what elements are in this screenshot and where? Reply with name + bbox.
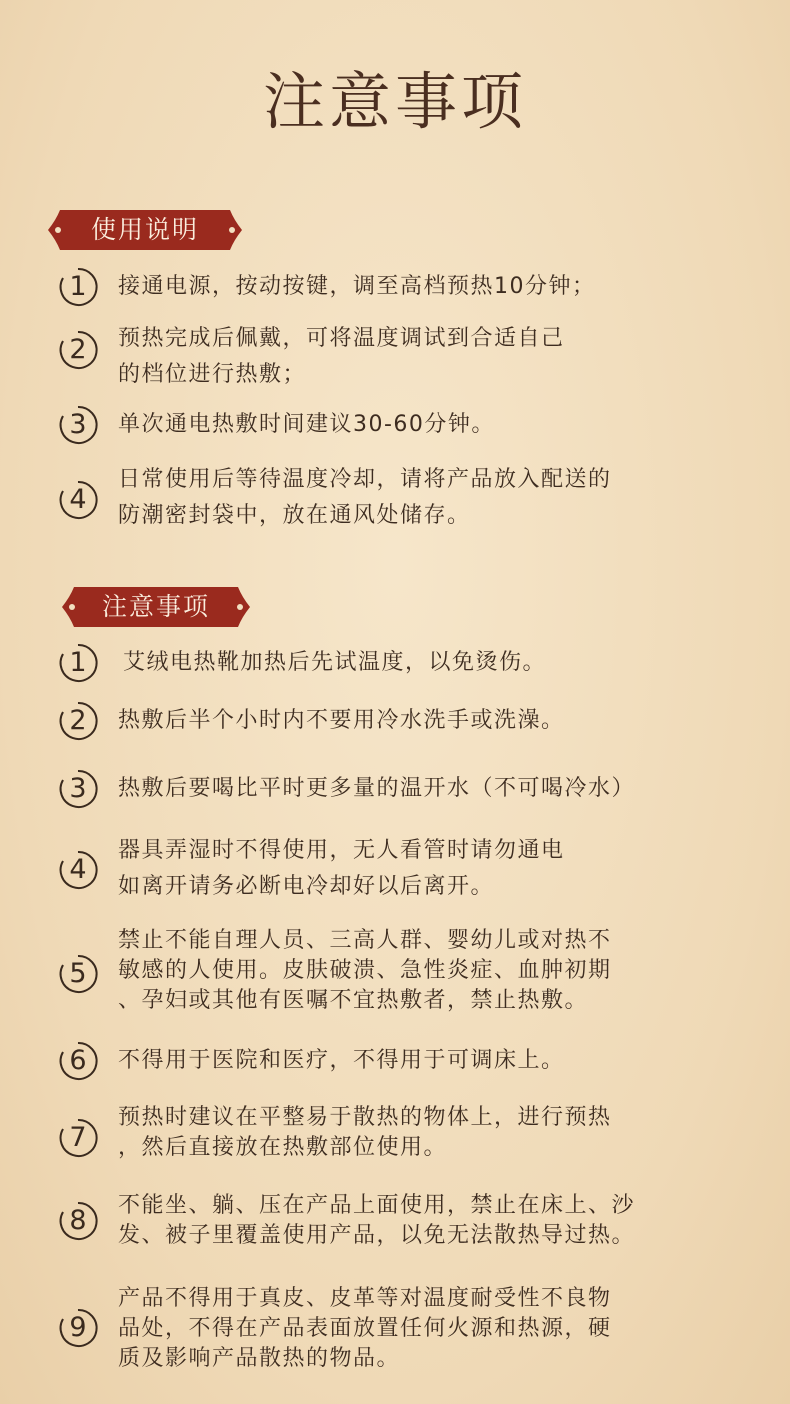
number-circle-icon: 9	[57, 1307, 99, 1349]
item-line: 器具弄湿时不得使用，无人看管时请勿通电	[118, 838, 565, 863]
item-line: 发、被子里覆盖使用产品，以免无法散热导过热。	[118, 1223, 636, 1248]
page-title: 注意事项	[262, 65, 527, 138]
item-line: 热敷后半个小时内不要用冷水洗手或洗澡。	[118, 708, 565, 733]
section-heading-usage: 使用说明	[90, 215, 199, 244]
item-line: ，然后直接放在热敷部位使用。	[118, 1135, 448, 1160]
number-circle-icon: 2	[57, 329, 99, 371]
section-heading-cautions: 注意事项	[101, 592, 210, 621]
item-line: 预热完成后佩戴，可将温度调试到合适自己	[118, 326, 565, 351]
number-circle-icon: 1	[57, 266, 99, 308]
number-circle-icon: 8	[57, 1200, 99, 1242]
number-circle-icon: 4	[57, 479, 99, 521]
item-line: 预热时建议在平整易于散热的物体上，进行预热	[118, 1105, 612, 1130]
item-line: 敏感的人使用。皮肤破溃、急性炎症、血肿初期	[118, 958, 612, 983]
item-line: 品处，不得在产品表面放置任何火源和热源，硬	[118, 1316, 612, 1341]
item-line: 不能坐、躺、压在产品上面使用，禁止在床上、沙	[118, 1193, 636, 1218]
number-circle-icon: 3	[57, 768, 99, 810]
item-line: 不得用于医院和医疗，不得用于可调床上。	[118, 1048, 565, 1073]
item-line: 单次通电热敷时间建议30-60分钟。	[118, 412, 495, 437]
item-line: 日常使用后等待温度冷却，请将产品放入配送的	[118, 467, 612, 492]
item-line: 热敷后要喝比平时更多量的温开水（不可喝冷水）	[118, 776, 636, 801]
item-line: 质及影响产品散热的物品。	[118, 1346, 401, 1371]
item-line: 、孕妇或其他有医嘱不宜热敷者，禁止热敷。	[118, 988, 589, 1013]
item-line: 产品不得用于真皮、皮革等对温度耐受性不良物	[118, 1286, 612, 1311]
section-banner-usage	[48, 208, 242, 252]
item-line: 的档位进行热敷；	[118, 362, 307, 387]
item-line: 艾绒电热靴加热后先试温度，以免烫伤。	[123, 650, 547, 675]
item-line: 如离开请务必断电冷却好以后离开。	[118, 874, 495, 899]
number-circle-icon: 1	[57, 642, 99, 684]
number-circle-icon: 7	[57, 1117, 99, 1159]
number-circle-icon: 3	[57, 404, 99, 446]
number-circle-icon: 6	[57, 1040, 99, 1082]
section-banner-cautions	[62, 585, 250, 629]
number-circle-icon: 5	[57, 953, 99, 995]
item-line: 禁止不能自理人员、三高人群、婴幼儿或对热不	[118, 928, 612, 953]
item-line: 接通电源，按动按键，调至高档预热10分钟；	[118, 274, 596, 299]
number-circle-icon: 4	[57, 849, 99, 891]
number-circle-icon: 2	[57, 700, 99, 742]
item-line: 防潮密封袋中，放在通风处储存。	[118, 503, 471, 528]
